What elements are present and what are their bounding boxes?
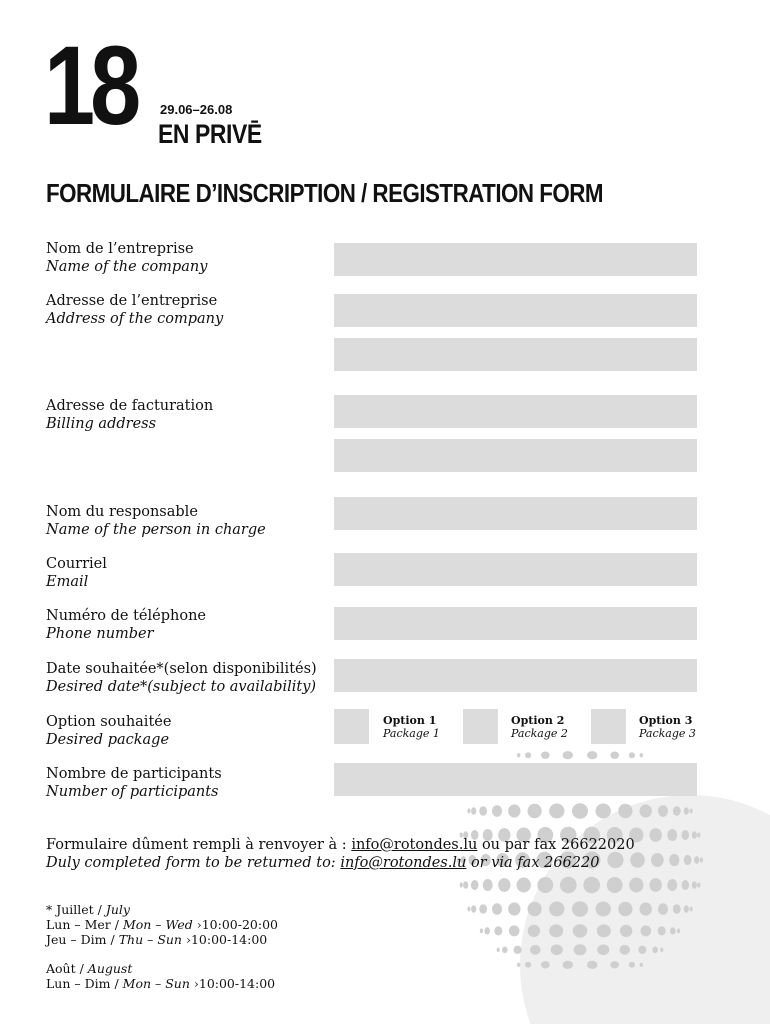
ball-dot	[640, 753, 643, 757]
ball-dot	[638, 946, 646, 954]
hours-july-row2	[46, 932, 278, 947]
hours-text: August	[87, 961, 133, 976]
company-name-input[interactable]	[334, 243, 697, 276]
ball-dot	[640, 902, 652, 915]
submission-fr-prefix: Formulaire dûment rempli à renvoyer à :	[46, 837, 352, 853]
ball-dot	[492, 805, 502, 817]
ball-dot	[528, 804, 542, 818]
label-participants	[46, 765, 222, 801]
ball-dot	[682, 830, 690, 840]
ball-dot	[684, 807, 689, 814]
ball-dot	[641, 925, 652, 936]
label-billing-address	[46, 397, 213, 433]
ball-dot	[517, 878, 531, 893]
ball-dot	[471, 880, 479, 890]
option-3-checkbox[interactable]	[591, 709, 626, 744]
ball-dot	[563, 961, 573, 969]
option-2-label	[511, 714, 568, 740]
ball-dot	[660, 948, 663, 952]
ball-dot	[497, 948, 500, 952]
ball-dot	[651, 853, 664, 867]
label-fr: Courriel	[46, 556, 107, 572]
ball-dot	[650, 828, 662, 842]
ball-dot	[492, 903, 502, 915]
ball-dot	[597, 924, 611, 937]
ball-dot	[700, 857, 703, 862]
ball-dot	[640, 963, 643, 967]
label-phone	[46, 607, 206, 643]
ball-dot	[471, 905, 476, 912]
label-person-in-charge	[46, 503, 266, 539]
option-sub: Package 1	[383, 727, 440, 740]
ball-dot	[574, 944, 587, 955]
label-desired-date	[46, 660, 317, 696]
participants-input[interactable]	[334, 763, 697, 796]
submission-instructions	[46, 836, 635, 872]
ball-dot	[618, 902, 632, 916]
ball-dot	[560, 877, 577, 894]
ball-dot	[669, 854, 679, 866]
ball-dot	[670, 927, 676, 934]
ball-dot	[692, 881, 697, 889]
label-en: Phone number	[46, 626, 154, 642]
ball-dot	[467, 907, 470, 912]
label-fr: Adresse de facturation	[46, 398, 214, 414]
ball-dot	[697, 832, 700, 837]
ball-dot	[694, 856, 699, 864]
edition-number: 18	[44, 23, 137, 148]
page-title: FORMULAIRE D’INSCRIPTION / REGISTRATION FORM	[46, 178, 603, 208]
ball-dot	[530, 945, 541, 955]
option-1-label	[383, 714, 440, 740]
ball-dot	[596, 804, 611, 819]
hours-text: Lun – Dim /	[46, 976, 123, 991]
ball-dot	[528, 902, 542, 916]
hours-time: ›10:00-14:00	[182, 932, 268, 947]
ball-dot	[463, 881, 468, 889]
hours-text: Août /	[46, 961, 88, 976]
label-en: Number of participants	[46, 784, 219, 800]
submission-en-prefix: Duly completed form to be returned to:	[46, 855, 341, 871]
ball-dot	[610, 961, 619, 968]
ball-dot	[525, 752, 531, 758]
ball-dot	[541, 961, 550, 968]
ball-dot	[517, 963, 520, 967]
billing-address-input-line1[interactable]	[334, 395, 697, 428]
ball-dot	[629, 752, 635, 758]
ball-dot	[480, 929, 483, 934]
option-3-label	[639, 714, 696, 740]
option-2-checkbox[interactable]	[463, 709, 498, 744]
hours-text: Jeu – Dim /	[46, 932, 119, 947]
hours-text: Mon – Sun	[122, 976, 190, 991]
ball-dot	[541, 752, 550, 759]
ball-dot	[658, 805, 668, 817]
ball-dot	[549, 902, 564, 917]
label-en: Name of the company	[46, 259, 208, 275]
event-dates: 29.06–26.08	[160, 102, 233, 117]
ball-dot	[692, 831, 697, 839]
option-title: Option 1	[383, 714, 437, 727]
ball-dot	[484, 927, 490, 934]
ball-dot	[479, 806, 487, 816]
ball-dot	[460, 882, 463, 887]
ball-dot	[684, 855, 692, 865]
label-en: Desired date*(subject to availability)	[46, 679, 317, 695]
ball-dot	[596, 902, 611, 917]
ball-dot	[528, 925, 541, 937]
ball-dot	[494, 926, 502, 935]
person-in-charge-input[interactable]	[334, 497, 697, 530]
ball-dot	[471, 807, 476, 814]
desired-date-input[interactable]	[334, 659, 697, 692]
ball-dot	[610, 752, 619, 759]
ball-dot	[563, 751, 573, 759]
ball-dot	[607, 877, 623, 893]
ball-dot	[640, 804, 652, 817]
ball-dot	[658, 903, 668, 915]
hours-august	[46, 961, 275, 991]
ball-dot	[479, 904, 487, 914]
ball-dot	[597, 945, 609, 956]
ball-dot	[673, 904, 681, 914]
label-email	[46, 555, 107, 591]
ball-dot	[629, 878, 643, 893]
ball-dot	[667, 879, 677, 891]
ball-dot	[684, 905, 689, 912]
hours-text: July	[105, 902, 130, 917]
label-desired-package	[46, 713, 171, 749]
ball-dot	[537, 877, 553, 893]
submission-en-suffix: or via fax 266220	[466, 855, 600, 871]
ball-dot	[549, 804, 564, 819]
ball-dot	[583, 877, 600, 894]
hours-august-row1	[46, 976, 275, 991]
ball-dot	[483, 879, 493, 891]
hours-text: Mon – Wed	[122, 917, 193, 932]
ball-dot	[587, 751, 597, 759]
ball-dot	[650, 878, 662, 892]
hours-july-title	[46, 902, 278, 917]
label-en: Name of the person in charge	[46, 522, 266, 538]
option-sub: Package 2	[511, 727, 568, 740]
email-input[interactable]	[334, 553, 697, 586]
option-title: Option 3	[639, 714, 693, 727]
ball-dot	[620, 925, 633, 937]
label-fr: Nom du responsable	[46, 504, 198, 520]
ball-dot	[629, 962, 635, 968]
ball-dot	[690, 809, 693, 814]
email-link-en[interactable]: info@rotondes.lu	[340, 855, 467, 871]
ball-dot	[572, 901, 588, 916]
label-company-name	[46, 240, 207, 276]
company-address-input-line1[interactable]	[334, 294, 697, 327]
hours-text: * Juillet /	[46, 902, 106, 917]
billing-address-input-line2[interactable]	[334, 439, 697, 472]
label-fr: Adresse de l’entreprise	[46, 293, 218, 309]
email-link-fr[interactable]: info@rotondes.lu	[351, 837, 478, 853]
label-en: Desired package	[46, 732, 170, 748]
ball-dot	[573, 924, 588, 937]
label-fr: Option souhaitée	[46, 714, 172, 730]
ball-dot	[697, 882, 700, 887]
option-sub: Package 3	[639, 727, 696, 740]
ball-dot	[658, 926, 666, 935]
hours-time: ›10:00-14:00	[189, 976, 276, 991]
ball-dot	[572, 803, 588, 818]
ball-dot	[587, 961, 597, 969]
ball-dot	[508, 902, 520, 915]
label-fr: Numéro de téléphone	[46, 608, 206, 624]
ball-dot	[502, 947, 508, 954]
ball-dot	[673, 806, 681, 816]
ball-dot	[619, 945, 630, 955]
option-1-checkbox[interactable]	[334, 709, 369, 744]
ball-dot	[618, 804, 632, 818]
label-en: Billing address	[46, 416, 157, 432]
label-fr: Nombre de participants	[46, 766, 222, 782]
option-title: Option 2	[511, 714, 565, 727]
hours-text: Lun – Mer /	[46, 917, 123, 932]
label-fr: Nom de l’entreprise	[46, 241, 194, 257]
event-subtitle: EN PRIVĒ	[158, 119, 262, 149]
hours-time: ›10:00-20:00	[192, 917, 278, 932]
submission-fr-suffix: ou par fax 26622020	[477, 837, 635, 853]
label-en: Email	[46, 574, 89, 590]
ball-dot	[517, 753, 520, 757]
label-company-address	[46, 292, 223, 328]
label-en: Address of the company	[46, 311, 224, 327]
submission-en	[46, 854, 635, 872]
ball-dot	[652, 947, 658, 954]
company-address-input-line2[interactable]	[334, 338, 697, 371]
ball-dot	[549, 924, 563, 937]
ball-dot	[508, 804, 520, 817]
label-fr: Date souhaitée*(selon disponibilités)	[46, 661, 317, 677]
ball-dot	[498, 878, 510, 892]
ball-dot	[509, 925, 520, 936]
hours-august-title	[46, 961, 275, 976]
ball-dot	[551, 945, 563, 956]
phone-input[interactable]	[334, 607, 697, 640]
ball-dot	[525, 962, 531, 968]
hours-july	[46, 902, 278, 947]
ball-dot	[667, 829, 677, 841]
ball-dot	[690, 907, 693, 912]
ball-dot	[677, 929, 680, 934]
submission-fr	[46, 836, 635, 854]
hours-july-row1	[46, 917, 278, 932]
hours-text: Thu – Sun	[118, 932, 182, 947]
ball-dot	[467, 809, 470, 814]
ball-dot	[514, 946, 522, 954]
ball-dot	[682, 880, 690, 890]
